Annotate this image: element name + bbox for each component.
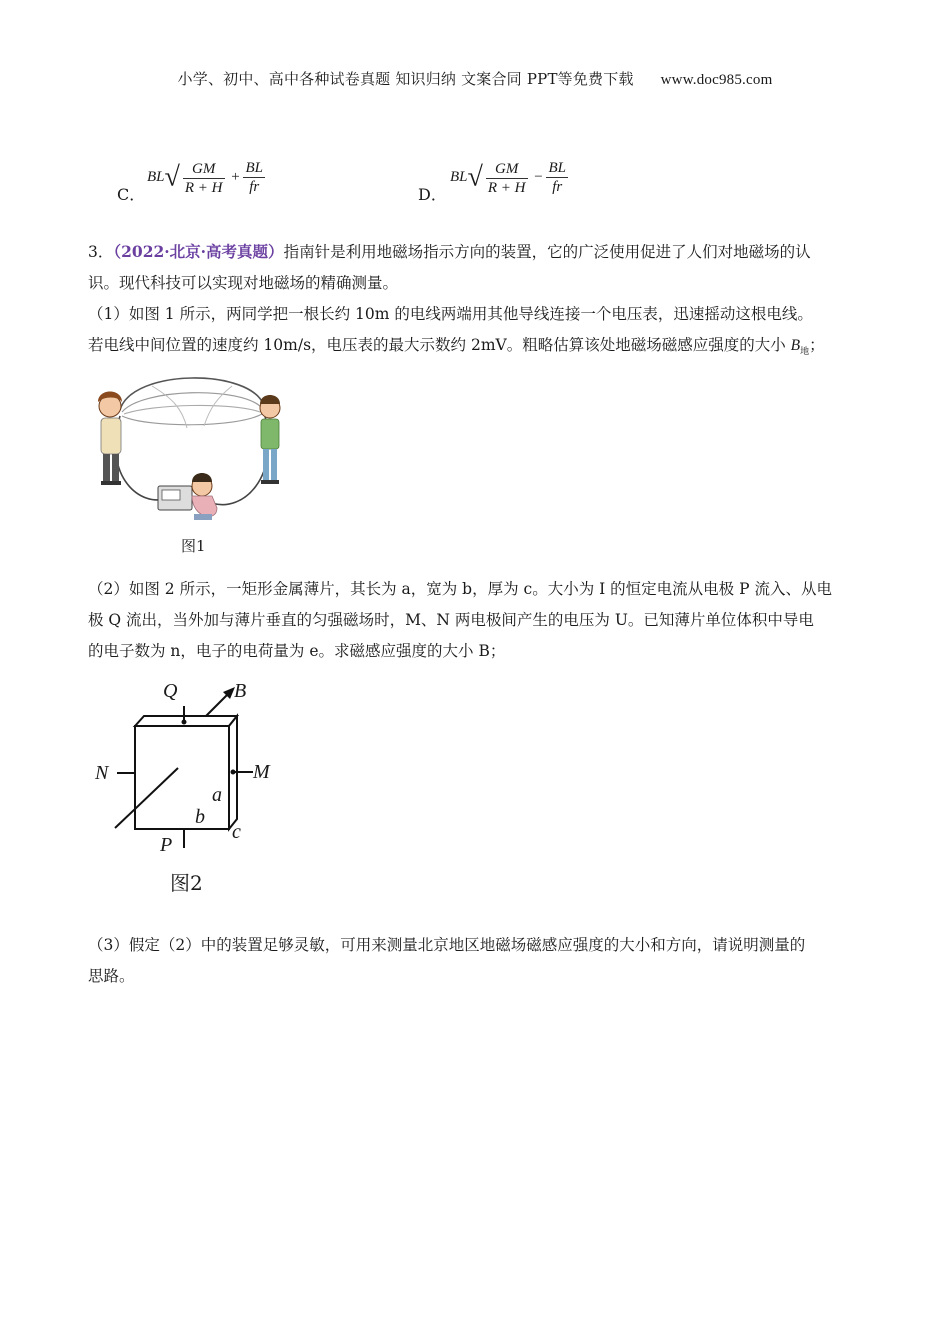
option-c-rh: R + H	[184, 180, 223, 196]
part1-line1: （1）如图 1 所示，两同学把一根长约 10m 的电线两端用其他导线连接一个电压表，迅速摇动这根电线。	[88, 305, 813, 323]
part2-line1: （2）如图 2 所示，一矩形金属薄片，其长为 a，宽为 b，厚为 c。大小为 I 的恒定电流从电极 P 流入、从电	[88, 580, 832, 598]
question-stem-line1: 指南针是利用地磁场指示方向的装置，它的广泛使用促进了人们对地磁场的认	[283, 243, 811, 261]
option-d-rh: R + H	[487, 180, 526, 196]
fig2-label-a: a	[212, 784, 222, 806]
part1-end: ；	[809, 336, 825, 354]
fig2-label-m: M	[253, 761, 270, 783]
option-d-gm: GM	[486, 160, 528, 179]
option-c-fr: fr	[249, 179, 260, 195]
part3-line1: （3）假定（2）中的装置足够灵敏，可用来测量北京地区地磁场磁感应强度的大小和方向，请说明测量的	[88, 936, 806, 954]
part1-line2: 若电线中间位置的速度约 10m/s，电压表的最大示数约 2mV。粗略估算该处地磁场磁感应强度的大小	[88, 336, 786, 354]
option-d-label: D．	[418, 185, 447, 204]
option-d-formula: BL√ $\frac{GM}{R + H}$ − $\frac{BL}{fr}$	[450, 160, 566, 196]
part2-text	[88, 574, 863, 667]
figure1-illustration	[92, 368, 292, 530]
question-number: 3．	[88, 243, 114, 261]
option-c-label: C．	[117, 185, 146, 204]
page-header	[0, 68, 950, 89]
header-site: www.doc985.com	[660, 72, 773, 88]
figure2-caption: 图2	[170, 871, 203, 895]
fig2-label-b-field: B	[234, 680, 247, 702]
part2-line2: 极 Q 流出，当外加与薄片垂直的匀强磁场时，M、N 两电极间产生的电压为 U。已知薄片单位体积中导电	[88, 611, 814, 629]
option-d-op: −	[534, 169, 543, 185]
option-d	[418, 182, 447, 205]
figure2-diagram	[88, 676, 308, 896]
part1-sub: 地	[800, 347, 810, 358]
option-d-bl: BL	[450, 169, 468, 185]
part1-var: B	[790, 337, 801, 354]
fig2-label-b: b	[195, 806, 205, 828]
fig2-label-p: P	[160, 834, 173, 856]
question-stem	[88, 236, 863, 368]
figure1-caption: 图1	[181, 537, 206, 555]
question-tag: （2022·北京·高考真题）	[113, 242, 284, 261]
option-c-bl2: BL	[245, 160, 263, 176]
option-c-bl: BL	[147, 169, 165, 185]
header-text: 小学、初中、高中各种试卷真题 知识归纳 文案合同 PPT等免费下载	[177, 70, 634, 88]
option-c-op: +	[231, 169, 240, 185]
option-d-bl2: BL	[548, 160, 566, 176]
option-c-gm: GM	[183, 160, 225, 179]
option-c-formula: BL√ $\frac{GM}{R + H}$ + $\frac{BL}{fr}$	[147, 160, 263, 196]
fig2-label-n: N	[95, 762, 109, 784]
part2-line3: 的电子数为 n，电子的电荷量为 e。求磁感应强度的大小 B；	[88, 642, 506, 660]
question-stem-line2: 识。现代科技可以实现对地磁场的精确测量。	[88, 274, 399, 292]
option-c	[117, 182, 145, 205]
fig2-label-q: Q	[163, 680, 178, 702]
part3-line2: 思路。	[88, 967, 135, 985]
part3-text	[88, 930, 863, 992]
option-d-fr: fr	[552, 179, 563, 195]
fig2-label-c: c	[232, 821, 241, 843]
